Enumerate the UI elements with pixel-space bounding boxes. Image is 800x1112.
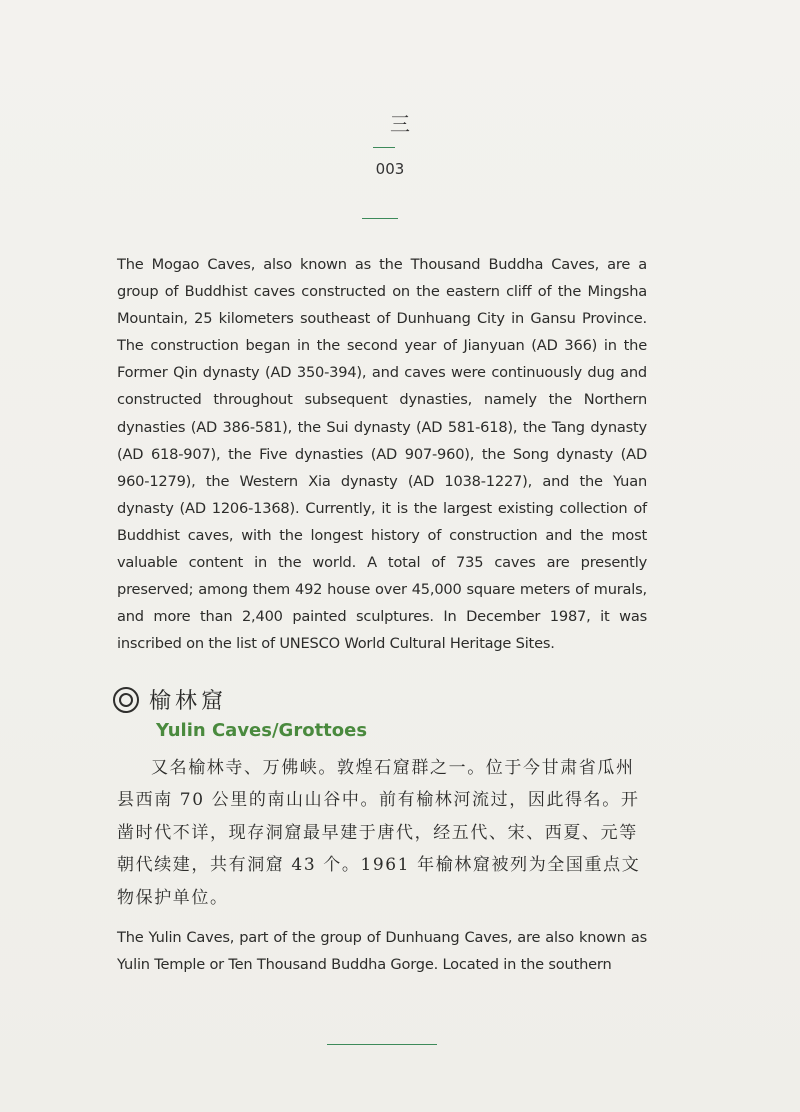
yulin-paragraph-cn-text: 又名榆林寺、万佛峡。敦煌石窟群之一。位于今甘肃省瓜州县西南 70 公里的南山山谷中。前有榆林河流过，因此得名。开凿时代不详，现存洞窟最早建于唐代，经五代、宋、西夏、元等朝代续建，共有洞窟 43 个。1961 年榆林窟被列为全国重点文物保护单位。 (117, 758, 641, 908)
chapter-marker: 三 (390, 112, 410, 136)
footer-divider (327, 1044, 437, 1045)
yulin-paragraph-cn (117, 752, 651, 914)
header-divider (362, 218, 398, 219)
yulin-paragraph-en: The Yulin Caves, part of the group of Dunhuang Caves, are also known as Yulin Temple or Ten Thousand Buddha Gorge. Located in the southern (117, 929, 647, 974)
page-number: 003 (375, 160, 405, 178)
yulin-section-heading (113, 684, 227, 715)
yulin-title-cn: 榆林窟 (149, 689, 228, 714)
mogao-paragraph: The Mogao Caves, also known as the Thousand Buddha Caves, are a group of Buddhist caves constructed on the eastern cliff of the Mingsha Mountain, 25 kilometers southeast of Dunhuang City in Gansu Province. The construction began in the second year of Jianyuan (AD 366) in the Former Qin dynasty (AD 350-394), and caves were continuously dug and constructed throughout subsequent dynasties, namely the Northern dynasties (AD 386-581), the Sui dynasty (AD 581-618), the Tang dynasty (AD 618-907), the Five dynasties (AD 907-960), the Song dynasty (AD 960-1279), the Western Xia dynasty (AD 1038-1227), and the Yuan dynasty (AD 1206-1368). Currently, it is the largest existing collection of Buddhist caves, with the longest history of construction and the most valuable content in the world. A total of 735 caves are presently preserved; among them 492 house over 45,000 square meters of murals, and more than 2,400 painted sculptures. In December 1987, it was inscribed on the list of UNESCO World Cultural Heritage Sites. (117, 256, 647, 653)
chapter-rule (373, 147, 395, 148)
yulin-title-en: Yulin Caves/Grottoes (156, 720, 368, 741)
double-circle-icon (113, 687, 139, 713)
